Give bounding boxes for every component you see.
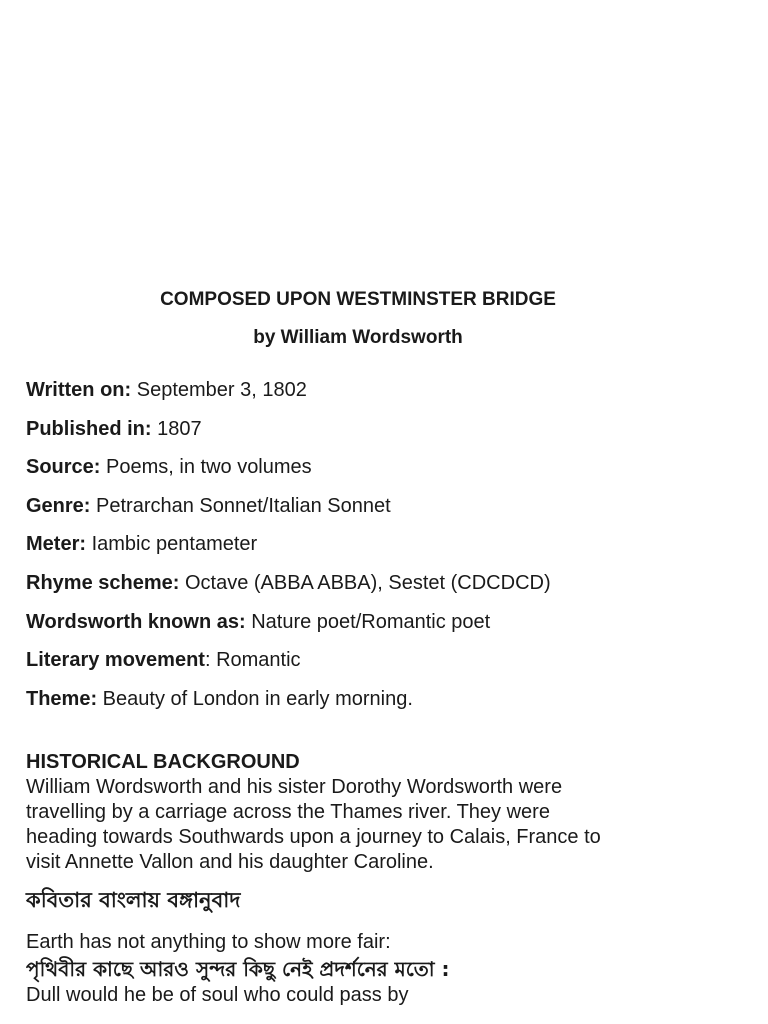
detail-key: Meter:: [26, 533, 87, 556]
verse-line-bengali: পৃথিবীর কাছে আরও সুন্দর কিছু নেই প্রদর্শনের মতো :: [26, 957, 450, 981]
detail-key: Wordsworth known as:: [26, 610, 246, 633]
detail-value: September 3, 1802: [131, 379, 307, 401]
detail-theme: [26, 686, 551, 725]
detail-literary-movement: [26, 647, 551, 686]
detail-value: Iambic pentameter: [86, 533, 258, 556]
detail-key: Source:: [26, 456, 101, 479]
detail-key: Written on:: [26, 379, 132, 401]
verse-line-english: Earth has not anything to show more fair:: [26, 931, 391, 953]
detail-rhyme-scheme: [26, 570, 551, 609]
detail-value: Poems, in two volumes: [100, 456, 312, 479]
detail-source: [26, 454, 551, 493]
historical-background-text: [26, 775, 726, 875]
detail-key: Genre:: [26, 494, 91, 517]
bengali-translation-heading: কবিতার বাংলায় বঙ্গানুবাদ: [26, 888, 241, 912]
detail-known-as: [26, 609, 551, 648]
poem-author: by William Wordsworth: [253, 327, 463, 348]
poem-title: COMPOSED UPON WESTMINSTER BRIDGE: [160, 289, 556, 310]
detail-value: Petrarchan Sonnet/Italian Sonnet: [90, 494, 391, 517]
detail-value: Octave (ABBA ABBA), Sestet (CDCDCD): [179, 571, 551, 594]
detail-value: Beauty of London in early morning.: [97, 687, 413, 710]
paragraph-line: travelling by a carriage across the Thames river. They were: [26, 801, 550, 823]
detail-written-on: [26, 377, 551, 416]
paragraph-line: William Wordsworth and his sister Dorothy Wordsworth were: [26, 776, 563, 798]
detail-key: Published in:: [26, 417, 152, 440]
detail-meter: [26, 531, 551, 570]
detail-key: Literary movement: [26, 649, 205, 672]
poem-verse: [26, 930, 450, 1008]
detail-value: Nature poet/Romantic poet: [245, 610, 491, 633]
paragraph-line: visit Annette Vallon and his daughter Caroline.: [26, 851, 434, 873]
historical-background-heading: HISTORICAL BACKGROUND: [26, 751, 300, 773]
verse-line-english: Dull would he be of soul who could pass by: [26, 984, 409, 1006]
paragraph-line: heading towards Southwards upon a journey to Calais, France to: [26, 826, 601, 848]
detail-genre: [26, 493, 551, 532]
detail-key: Rhyme scheme:: [26, 571, 180, 594]
detail-value: : Romantic: [204, 649, 301, 672]
detail-published-in: [26, 416, 551, 455]
detail-key: Theme:: [26, 687, 98, 710]
detail-value: 1807: [151, 417, 202, 440]
poem-details-list: [26, 377, 551, 724]
